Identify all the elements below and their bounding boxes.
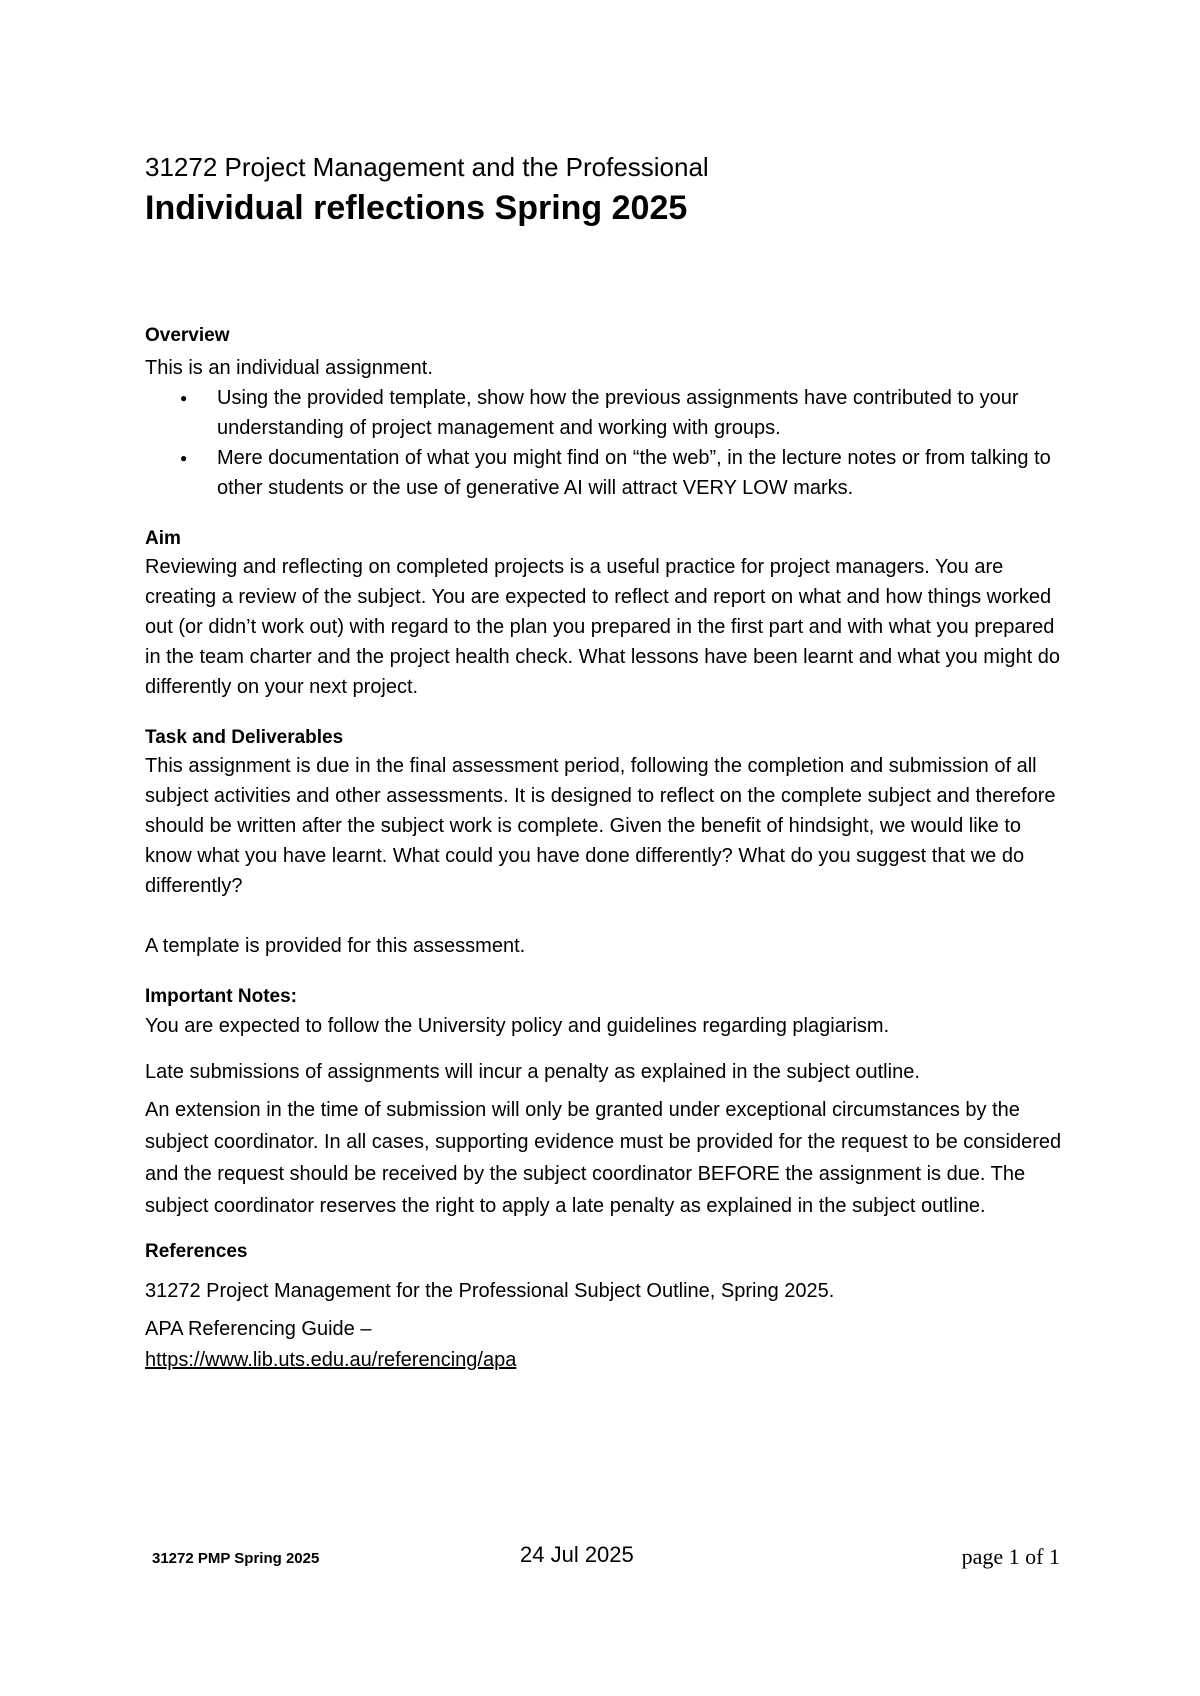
task-text: This assignment is due in the final assessment period, following the completion and submission of all subject activities and other assessments. It is designed to reflect on the complete subject and therefore should be written after the subject work is complete. Given the benefit of hindsight, we would like to know what you have learnt. What could you have done differently? What do you suggest that we do differently? [145,755,1056,897]
aim-heading: Aim [145,528,181,549]
plagiarism-note: You are expected to follow the University policy and guidelines regarding plagiarism. [145,1015,890,1037]
document-page [145,150,1065,1375]
references-heading: References [145,1241,248,1262]
list-item: ● Using the provided template, show how the previous assignments have contributed to your understanding of project management and working with groups. [217,383,1065,443]
apa-referencing-link[interactable]: https://www.lib.uts.edu.au/referencing/apa [145,1349,517,1371]
footer-date: 24 Jul 2025 [520,1542,634,1567]
template-note: A template is provided for this assessment. [145,935,526,957]
page-footer [152,1542,1060,1578]
important-notes-heading: Important Notes: [145,986,297,1007]
late-submission-note: Late submissions of assignments will incur a penalty as explained in the subject outline. [145,1061,920,1083]
task-heading: Task and Deliverables [145,727,344,748]
aim-text: Reviewing and reflecting on completed projects is a useful practice for project managers. You are creating a review of the subject. You are expected to reflect and report on what and how things worked out (or didn’t work out) with regard to the plan you prepared in the first part and with what you prepared in the team charter and the project health check. What lessons have been learnt and what you might do differently on your next project. [145,556,1060,698]
course-title: 31272 Project Management and the Professional [145,152,709,182]
overview-intro: This is an individual assignment. [145,357,433,379]
reference-subject-outline: 31272 Project Management for the Professional Subject Outline, Spring 2025. [145,1280,835,1302]
document-title: Individual reflections Spring 2025 [145,189,688,227]
footer-course-code: 31272 PMP Spring 2025 [152,1550,320,1567]
footer-page-number: page 1 of 1 [961,1544,1060,1569]
reference-apa-label: APA Referencing Guide – [145,1318,372,1340]
overview-bullet-list [145,383,1065,503]
extension-note: An extension in the time of submission will only be granted under exceptional circumstances by the subject coordinator. In all cases, supporting evidence must be provided for the request to be considered and the request should be received by the subject coordinator BEFORE the assignment is due. The subject coordinator reserves the right to apply a late penalty as explained in the subject outline. [145,1099,1062,1217]
overview-heading: Overview [145,325,230,346]
list-item: ● Mere documentation of what you might find on “the web”, in the lecture notes or from talking to other students or the use of generative AI will attract VERY LOW marks. [217,443,1065,503]
